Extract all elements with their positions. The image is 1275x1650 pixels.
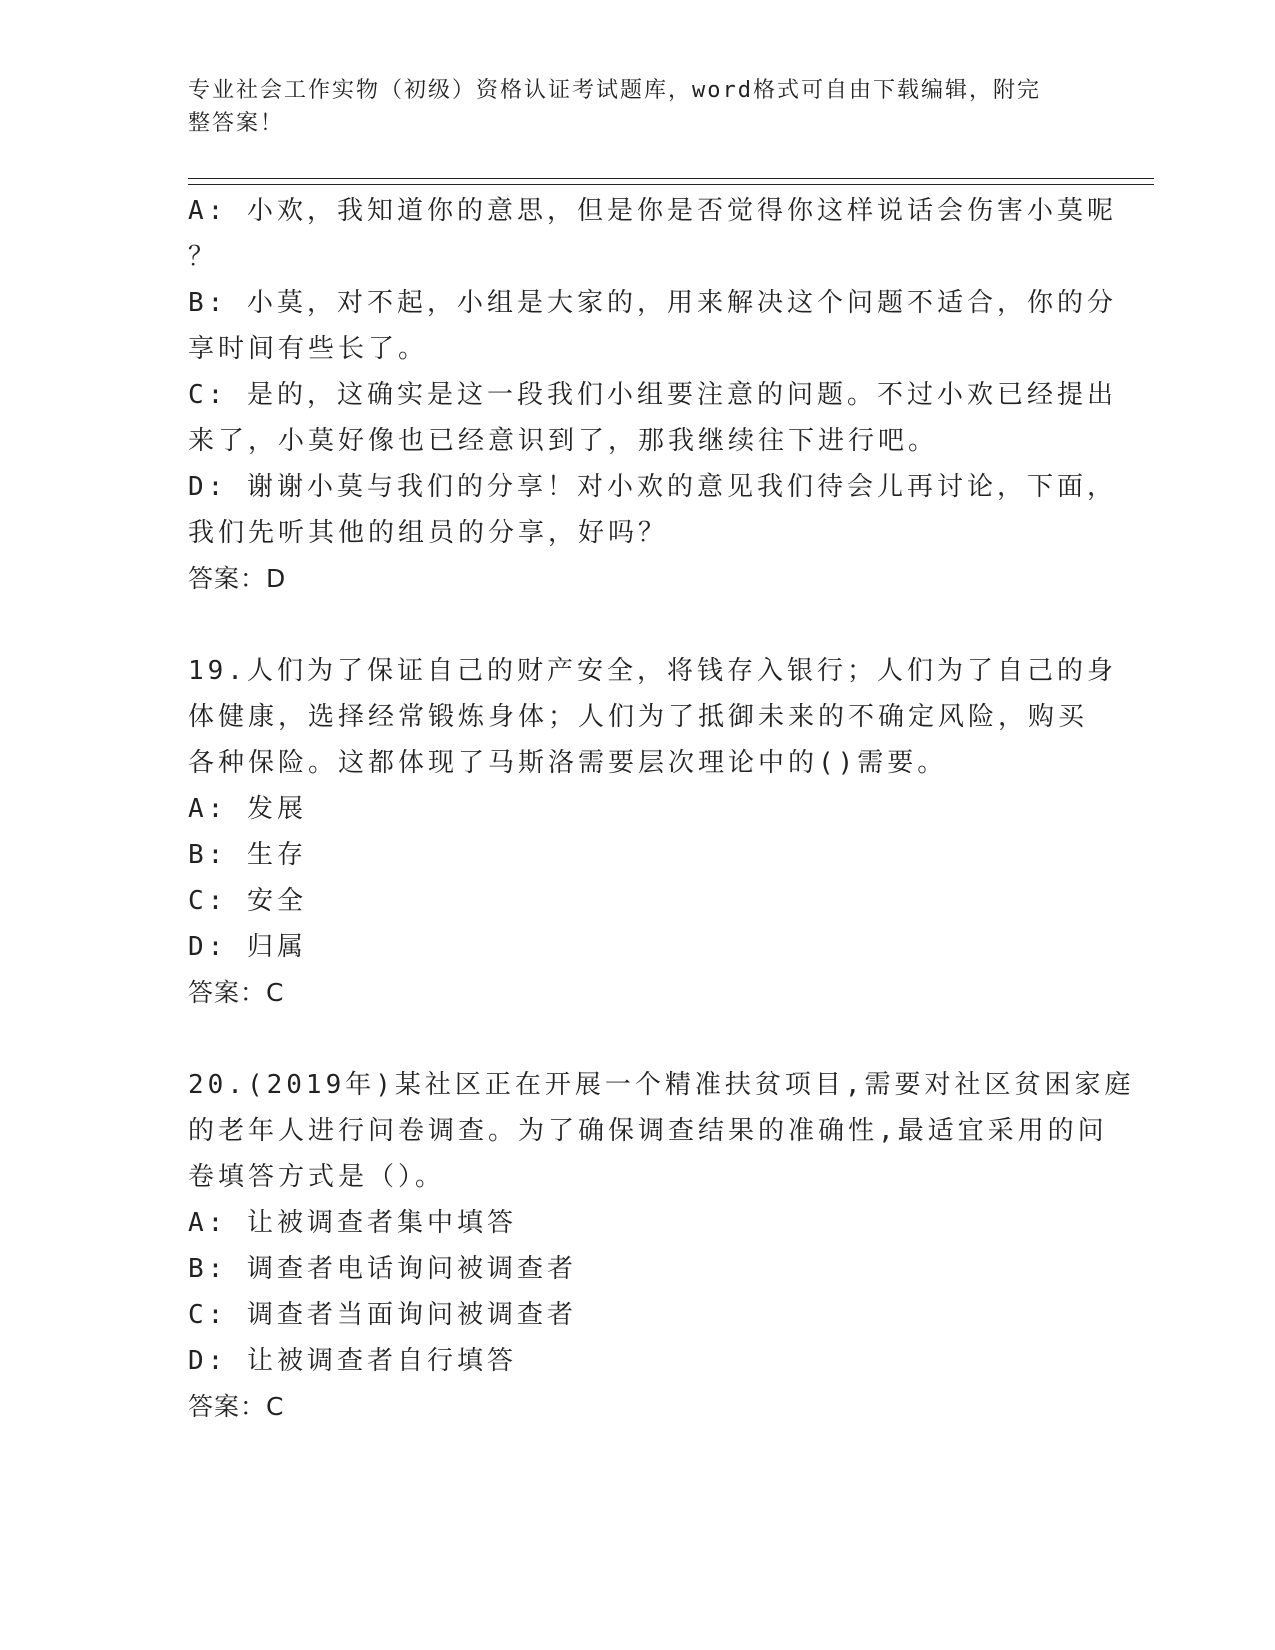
option-b: B: 生存 xyxy=(188,840,307,870)
option-c xyxy=(188,372,1117,464)
stem-line: 19.人们为了保证自己的财产安全，将钱存入银行；人们为了自己的身 xyxy=(188,656,1117,686)
option-line: 享时间有些长了。 xyxy=(188,334,429,364)
stem-line: 卷填答方式是（）。 xyxy=(188,1162,446,1192)
question-stem xyxy=(188,648,1117,786)
stem-line: 各种保险。这都体现了马斯洛需要层次理论中的()需要。 xyxy=(188,748,948,778)
stem-line: 体健康，选择经常锻炼身体；人们为了抵御未来的不确定风险，购买 xyxy=(188,702,1089,732)
header-divider-bottom xyxy=(188,184,1154,185)
option-line: A: 小欢，我知道你的意思，但是你是否觉得你这样说话会伤害小莫呢 xyxy=(188,196,1117,226)
option-line: 我们先听其他的组员的分享，好吗？ xyxy=(188,518,669,548)
question-content xyxy=(188,188,1135,1430)
header-divider-top xyxy=(188,178,1154,179)
option-a: A: 让被调查者集中填答 xyxy=(188,1208,517,1238)
question-18 xyxy=(188,188,1117,602)
question-stem xyxy=(188,1062,1135,1200)
option-line: B: 小莫，对不起，小组是大家的，用来解决这个问题不适合，你的分 xyxy=(188,288,1117,318)
option-d: D: 归属 xyxy=(188,932,307,962)
option-c: C: 调查者当面询问被调查者 xyxy=(188,1300,577,1330)
answer-label: 答案：C xyxy=(188,1392,285,1421)
stem-line: 20.(2019年)某社区正在开展一个精准扶贫项目,需要对社区贫困家庭 xyxy=(188,1070,1135,1100)
option-b: B: 调查者电话询问被调查者 xyxy=(188,1254,577,1284)
option-line: C: 是的，这确实是这一段我们小组要注意的问题。不过小欢已经提出 xyxy=(188,380,1117,410)
option-d xyxy=(188,464,1117,556)
option-d: D: 让被调查者自行填答 xyxy=(188,1346,517,1376)
option-c: C: 安全 xyxy=(188,886,307,916)
header-line-2: 整答案！ xyxy=(188,111,285,136)
option-line: 来了，小莫好像也已经意识到了，那我继续往下进行吧。 xyxy=(188,426,939,456)
option-a: A: 发展 xyxy=(188,794,307,824)
option-b xyxy=(188,280,1117,372)
option-line: D: 谢谢小莫与我们的分享！对小欢的意见我们待会儿再讨论，下面， xyxy=(188,472,1117,502)
question-19 xyxy=(188,648,1117,1016)
document-header xyxy=(188,74,1068,140)
stem-line: 的老年人进行问卷调查。为了确保调查结果的准确性,最适宜采用的问 xyxy=(188,1116,1108,1146)
question-20 xyxy=(188,1062,1135,1430)
question-spacer xyxy=(188,1016,1088,1062)
option-a xyxy=(188,188,1117,280)
question-spacer xyxy=(188,602,1088,648)
answer-label: 答案：C xyxy=(188,978,285,1007)
option-line: ？ xyxy=(188,242,219,272)
header-line-1: 专业社会工作实物（初级）资格认证考试题库，word格式可自由下载编辑，附完 xyxy=(188,78,1041,103)
answer-label: 答案：D xyxy=(188,564,287,593)
